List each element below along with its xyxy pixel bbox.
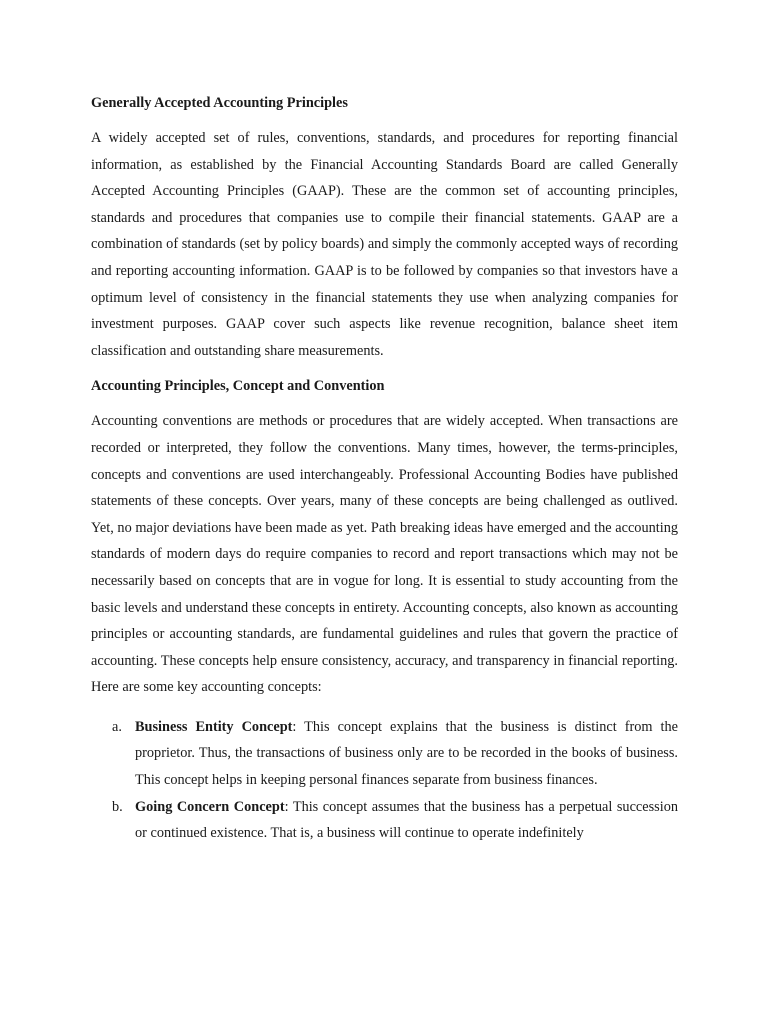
concepts-list xyxy=(91,714,678,847)
concept-term: Going Concern Concept xyxy=(135,798,285,815)
section-heading-concepts: Accounting Principles, Concept and Convention xyxy=(91,378,385,395)
section-heading-gaap: Generally Accepted Accounting Principles xyxy=(91,95,348,111)
concept-description: : This concept assumes that the business has a perpetual succession or continued existence. That is, a business will continue to operate indefinitely xyxy=(135,798,679,842)
document-content xyxy=(91,94,678,847)
list-marker: b. xyxy=(112,798,123,815)
list-item xyxy=(91,794,678,847)
list-item xyxy=(91,714,678,794)
paragraph-gaap: A widely accepted set of rules, conventions, standards, and procedures for reporting financial information, as established by the Financial Accounting Standards Board are called Generally Accepted Accounting Principles (GAAP). These are the common set of accounting principles, standards and procedures that companies use to compile their financial statements. GAAP are a combination of standards (set by policy boards) and simply the commonly accepted ways of recording and reporting accounting information. GAAP is to be followed by companies so that investors have a optimum level of consistency in the financial statements they use when analyzing companies for investment purposes. GAAP cover such aspects like revenue recognition, balance sheet item classification and outstanding share measurements. xyxy=(91,130,678,359)
paragraph-concepts: Accounting conventions are methods or procedures that are widely accepted. When transactions are recorded or interpreted, they follow the conventions. Many times, however, the terms-principles, concepts and conventions are used interchangeably. Professional Accounting Bodies have published statements of these concepts. Over years, many of these concepts are being challenged as outlived. Yet, no major deviations have been made as yet. Path breaking ideas have emerged and the accounting standards of modern days do require companies to record and report transactions which may not be necessarily based on concepts that are in vogue for long. It is essential to study accounting from the basic levels and understand these concepts in entirety. Accounting concepts, also known as accounting principles or accounting standards, are fundamental guidelines and rules that govern the practice of accounting. These concepts help ensure consistency, accuracy, and transparency in financial reporting. Here are some key accounting concepts: xyxy=(91,413,678,696)
list-marker: a. xyxy=(112,718,122,735)
concept-description: : This concept explains that the business is distinct from the proprietor. Thus, the transactions of business only are to be recorded in the books of business. This concept helps in keeping personal finances separate from business finances. xyxy=(135,718,678,789)
concept-term: Business Entity Concept xyxy=(135,718,293,735)
